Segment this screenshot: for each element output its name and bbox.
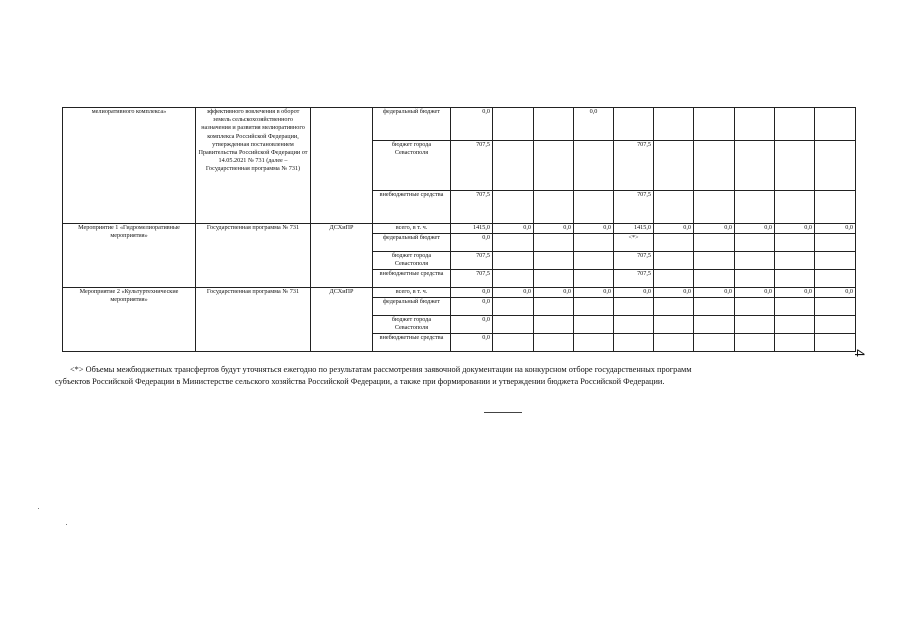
total-cell: 707,5 <box>451 270 493 288</box>
measure-name: Мероприятие 2 «Культуртехнические мероприятия» <box>63 288 196 352</box>
responsible-cell <box>311 108 373 224</box>
value-cell: 0,0 <box>574 224 614 234</box>
footnote-line: субъектов Российской Федерации в Министерстве сельского хозяйства Российской Федерации, а также при формировании и утверждении бюджета Российской Федерации. <box>55 376 665 386</box>
total-cell: 0,0 <box>451 334 493 352</box>
value-cell: 0,0 <box>574 108 614 141</box>
source-label: внебюджетные средства <box>373 334 451 352</box>
table-row <box>63 108 856 141</box>
value-cell: 707,5 <box>614 141 654 191</box>
source-label: внебюджетные средства <box>373 270 451 288</box>
value-cell: 0,0 <box>534 288 574 298</box>
value-cell: 0,0 <box>775 224 815 234</box>
source-label: бюджет города Севастополя <box>373 252 451 270</box>
value-cell: 0,0 <box>775 288 815 298</box>
source-label: внебюджетные средства <box>373 191 451 224</box>
value-cell: 0,0 <box>534 224 574 234</box>
value-cell: 0,0 <box>574 288 614 298</box>
total-cell: 0,0 <box>451 288 493 298</box>
value-cell: 0,0 <box>493 224 534 234</box>
value-cell: 1415,0 <box>614 224 654 234</box>
table-row <box>63 224 856 234</box>
value-cell: 707,5 <box>614 252 654 270</box>
scan-speck <box>66 524 67 525</box>
value-cell: 0,0 <box>654 288 694 298</box>
footnote <box>55 364 845 387</box>
responsible-cell: ДСХиПР <box>311 288 373 352</box>
value-cell: 0,0 <box>614 288 654 298</box>
total-cell: 1415,0 <box>451 224 493 234</box>
total-cell: 0,0 <box>451 316 493 334</box>
value-cell: 0,0 <box>694 224 735 234</box>
value-cell: 707,5 <box>614 270 654 288</box>
value-cell: 0,0 <box>735 288 775 298</box>
table-row <box>63 288 856 298</box>
value-cell: 0,0 <box>694 288 735 298</box>
value-cell: 0,0 <box>815 288 856 298</box>
value-cell: 0,0 <box>493 288 534 298</box>
total-cell: 707,5 <box>451 141 493 191</box>
source-label: федеральный бюджет <box>373 108 451 141</box>
measure-name: мелиоративного комплекса» <box>63 108 196 224</box>
page-number: 4 <box>851 349 868 357</box>
responsible-cell: ДСХиПР <box>311 224 373 288</box>
program-name: Государственная программа № 731 <box>196 224 311 288</box>
source-label: бюджет города Севастополя <box>373 141 451 191</box>
total-cell: 707,5 <box>451 191 493 224</box>
total-cell: 0,0 <box>451 234 493 252</box>
scan-speck <box>38 508 39 509</box>
total-cell: 0,0 <box>451 108 493 141</box>
measure-name: Мероприятие 1 «Гидромелиоративные мероприятия» <box>63 224 196 288</box>
value-cell: 0,0 <box>735 224 775 234</box>
value-cell: 707,5 <box>614 191 654 224</box>
footnote-mark: <*> <box>614 234 654 252</box>
source-label: всего, в т. ч. <box>373 288 451 298</box>
program-name: Государственная программа № 731 <box>196 288 311 352</box>
budget-table <box>62 107 856 352</box>
source-label: всего, в т. ч. <box>373 224 451 234</box>
value-cell: 0,0 <box>654 224 694 234</box>
source-label: федеральный бюджет <box>373 298 451 316</box>
total-cell: 0,0 <box>451 298 493 316</box>
program-name: эффективного вовлечения в оборот земель сельскохозяйственного назначения и развития мелиоративного комплекса Российской Федерации, утвержденная постановлением Правительства Российской Федерации от 14.05.2021 № 731 (далее –Государственная программа № 731) <box>196 108 311 224</box>
footnote-line: <*> Объемы межбюджетных трансфертов будут уточняться ежегодно по результатам рассмотрения заявочной документации на конкурсном отборе государственных программ <box>70 365 692 374</box>
total-cell: 707,5 <box>451 252 493 270</box>
value-cell: 0,0 <box>815 224 856 234</box>
closing-rule <box>484 412 522 413</box>
source-label: федеральный бюджет <box>373 234 451 252</box>
source-label: бюджет города Севастополя <box>373 316 451 334</box>
